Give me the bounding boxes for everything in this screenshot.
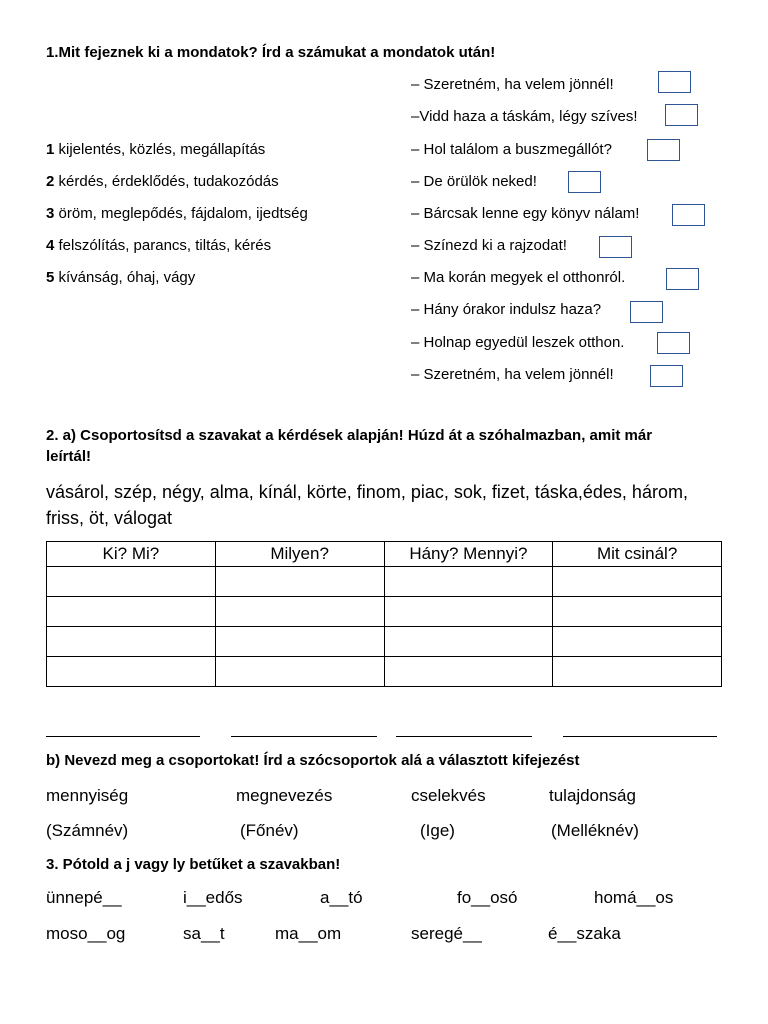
answer-box-1[interactable] — [658, 71, 691, 93]
fill-word-eszaka: é__szaka — [548, 924, 621, 943]
answer-line-1[interactable] — [46, 722, 200, 737]
category-text: kérdés, érdeklődés, tudakozódás — [54, 173, 279, 190]
table-cell[interactable] — [215, 597, 384, 627]
answer-box-10[interactable] — [650, 365, 683, 387]
table-cell[interactable] — [215, 567, 384, 597]
sentence-3: – Hol találom a buszmegállót? — [411, 141, 612, 158]
word-pool-line2: friss, öt, válogat — [46, 508, 173, 528]
table-cell[interactable] — [384, 657, 553, 687]
label-mellekenv: (Melléknév) — [551, 821, 639, 840]
answer-box-6[interactable] — [599, 236, 632, 258]
fill-word-unnepe: ünnepé__ — [46, 888, 122, 907]
answer-box-4[interactable] — [568, 171, 601, 193]
table-row — [47, 627, 722, 657]
answer-box-3[interactable] — [647, 139, 680, 161]
table-cell[interactable] — [384, 627, 553, 657]
header-ki-mi: Ki? Mi? — [47, 542, 216, 567]
fill-word-mosoog: moso__og — [46, 924, 126, 943]
task3-title: 3. Pótold a j vagy ly betűket a szavakban! — [46, 856, 341, 873]
category-number: 1 — [46, 141, 55, 158]
sentence-8: – Hány órakor indulsz haza? — [411, 301, 602, 318]
label-fonev: (Főnév) — [240, 821, 299, 840]
sentence-4: – De örülök neked! — [411, 173, 537, 190]
label-szamnev: (Számnév) — [46, 821, 129, 840]
answer-line-4[interactable] — [563, 722, 717, 737]
fill-word-homaos: homá__os — [594, 888, 674, 907]
sentence-6: – Színezd ki a rajzodat! — [411, 237, 567, 254]
sentence-10: – Szeretném, ha velem jönnél! — [411, 366, 614, 383]
table-cell[interactable] — [553, 597, 722, 627]
category-number: 5 — [46, 269, 55, 286]
category-number: 2 — [46, 173, 55, 190]
answer-box-8[interactable] — [630, 301, 663, 323]
label-mennyiseg: mennyiség — [46, 786, 129, 805]
task2-title-line2: leírtál! — [46, 448, 92, 465]
label-tulajdonsag: tulajdonság — [549, 786, 636, 805]
header-hany-mennyi: Hány? Mennyi? — [384, 542, 553, 567]
table-cell[interactable] — [553, 657, 722, 687]
category-text: kijelentés, közlés, megállapítás — [54, 141, 266, 158]
table-header-row — [47, 542, 722, 567]
category-text: kívánság, óhaj, vágy — [54, 269, 196, 286]
category-4 — [46, 237, 271, 254]
task2b-title: b) Nevezd meg a csoportokat! Írd a szócsoportok alá a választott kifejezést — [46, 752, 580, 769]
table-cell[interactable] — [384, 597, 553, 627]
table-cell[interactable] — [384, 567, 553, 597]
task2-title-line1: 2. a) Csoportosítsd a szavakat a kérdések alapján! Húzd át a szóhalmazban, amit már — [46, 427, 653, 444]
label-ige: (Ige) — [420, 821, 455, 840]
table-cell[interactable] — [215, 627, 384, 657]
sentence-7: – Ma korán megyek el otthonról. — [411, 269, 626, 286]
category-5 — [46, 269, 195, 286]
answer-box-7[interactable] — [666, 268, 699, 290]
header-mit-csinal: Mit csinál? — [553, 542, 722, 567]
fill-word-maom: ma__om — [275, 924, 342, 943]
category-text: felszólítás, parancs, tiltás, kérés — [54, 237, 272, 254]
table-row — [47, 567, 722, 597]
sentence-5: – Bárcsak lenne egy könyv nálam! — [411, 205, 640, 222]
label-cselekves: cselekvés — [411, 786, 486, 805]
answer-line-3[interactable] — [396, 722, 532, 737]
label-megnevezes: megnevezés — [236, 786, 333, 805]
category-1 — [46, 141, 265, 158]
category-3 — [46, 205, 308, 222]
table-cell[interactable] — [47, 657, 216, 687]
table-cell[interactable] — [553, 627, 722, 657]
table-cell[interactable] — [47, 567, 216, 597]
grouping-table — [46, 541, 722, 687]
answer-box-2[interactable] — [665, 104, 698, 126]
table-row — [47, 657, 722, 687]
table-cell[interactable] — [215, 657, 384, 687]
fill-word-serege: seregé__ — [411, 924, 482, 943]
category-2 — [46, 173, 279, 190]
category-number: 3 — [46, 205, 55, 222]
sentence-9: – Holnap egyedül leszek otthon. — [411, 334, 625, 351]
answer-box-9[interactable] — [657, 332, 690, 354]
task1-title: 1.Mit fejeznek ki a mondatok? Írd a számukat a mondatok után! — [46, 44, 496, 61]
answer-line-2[interactable] — [231, 722, 377, 737]
fill-word-foso: fo__osó — [457, 888, 518, 907]
sentence-1: – Szeretném, ha velem jönnél! — [411, 76, 614, 93]
header-milyen: Milyen? — [215, 542, 384, 567]
table-row — [47, 597, 722, 627]
answer-box-5[interactable] — [672, 204, 705, 226]
fill-word-ato: a__tó — [320, 888, 363, 907]
table-cell[interactable] — [47, 627, 216, 657]
fill-word-iedos: i__edős — [183, 888, 243, 907]
sentence-2: –Vidd haza a táskám, légy szíves! — [411, 108, 638, 125]
category-text: öröm, meglepődés, fájdalom, ijedtség — [54, 205, 308, 222]
fill-word-sat: sa__t — [183, 924, 225, 943]
table-cell[interactable] — [553, 567, 722, 597]
category-number: 4 — [46, 237, 55, 254]
word-pool-line1: vásárol, szép, négy, alma, kínál, körte, finom, piac, sok, fizet, táska,édes, három, — [46, 482, 688, 502]
table-cell[interactable] — [47, 597, 216, 627]
